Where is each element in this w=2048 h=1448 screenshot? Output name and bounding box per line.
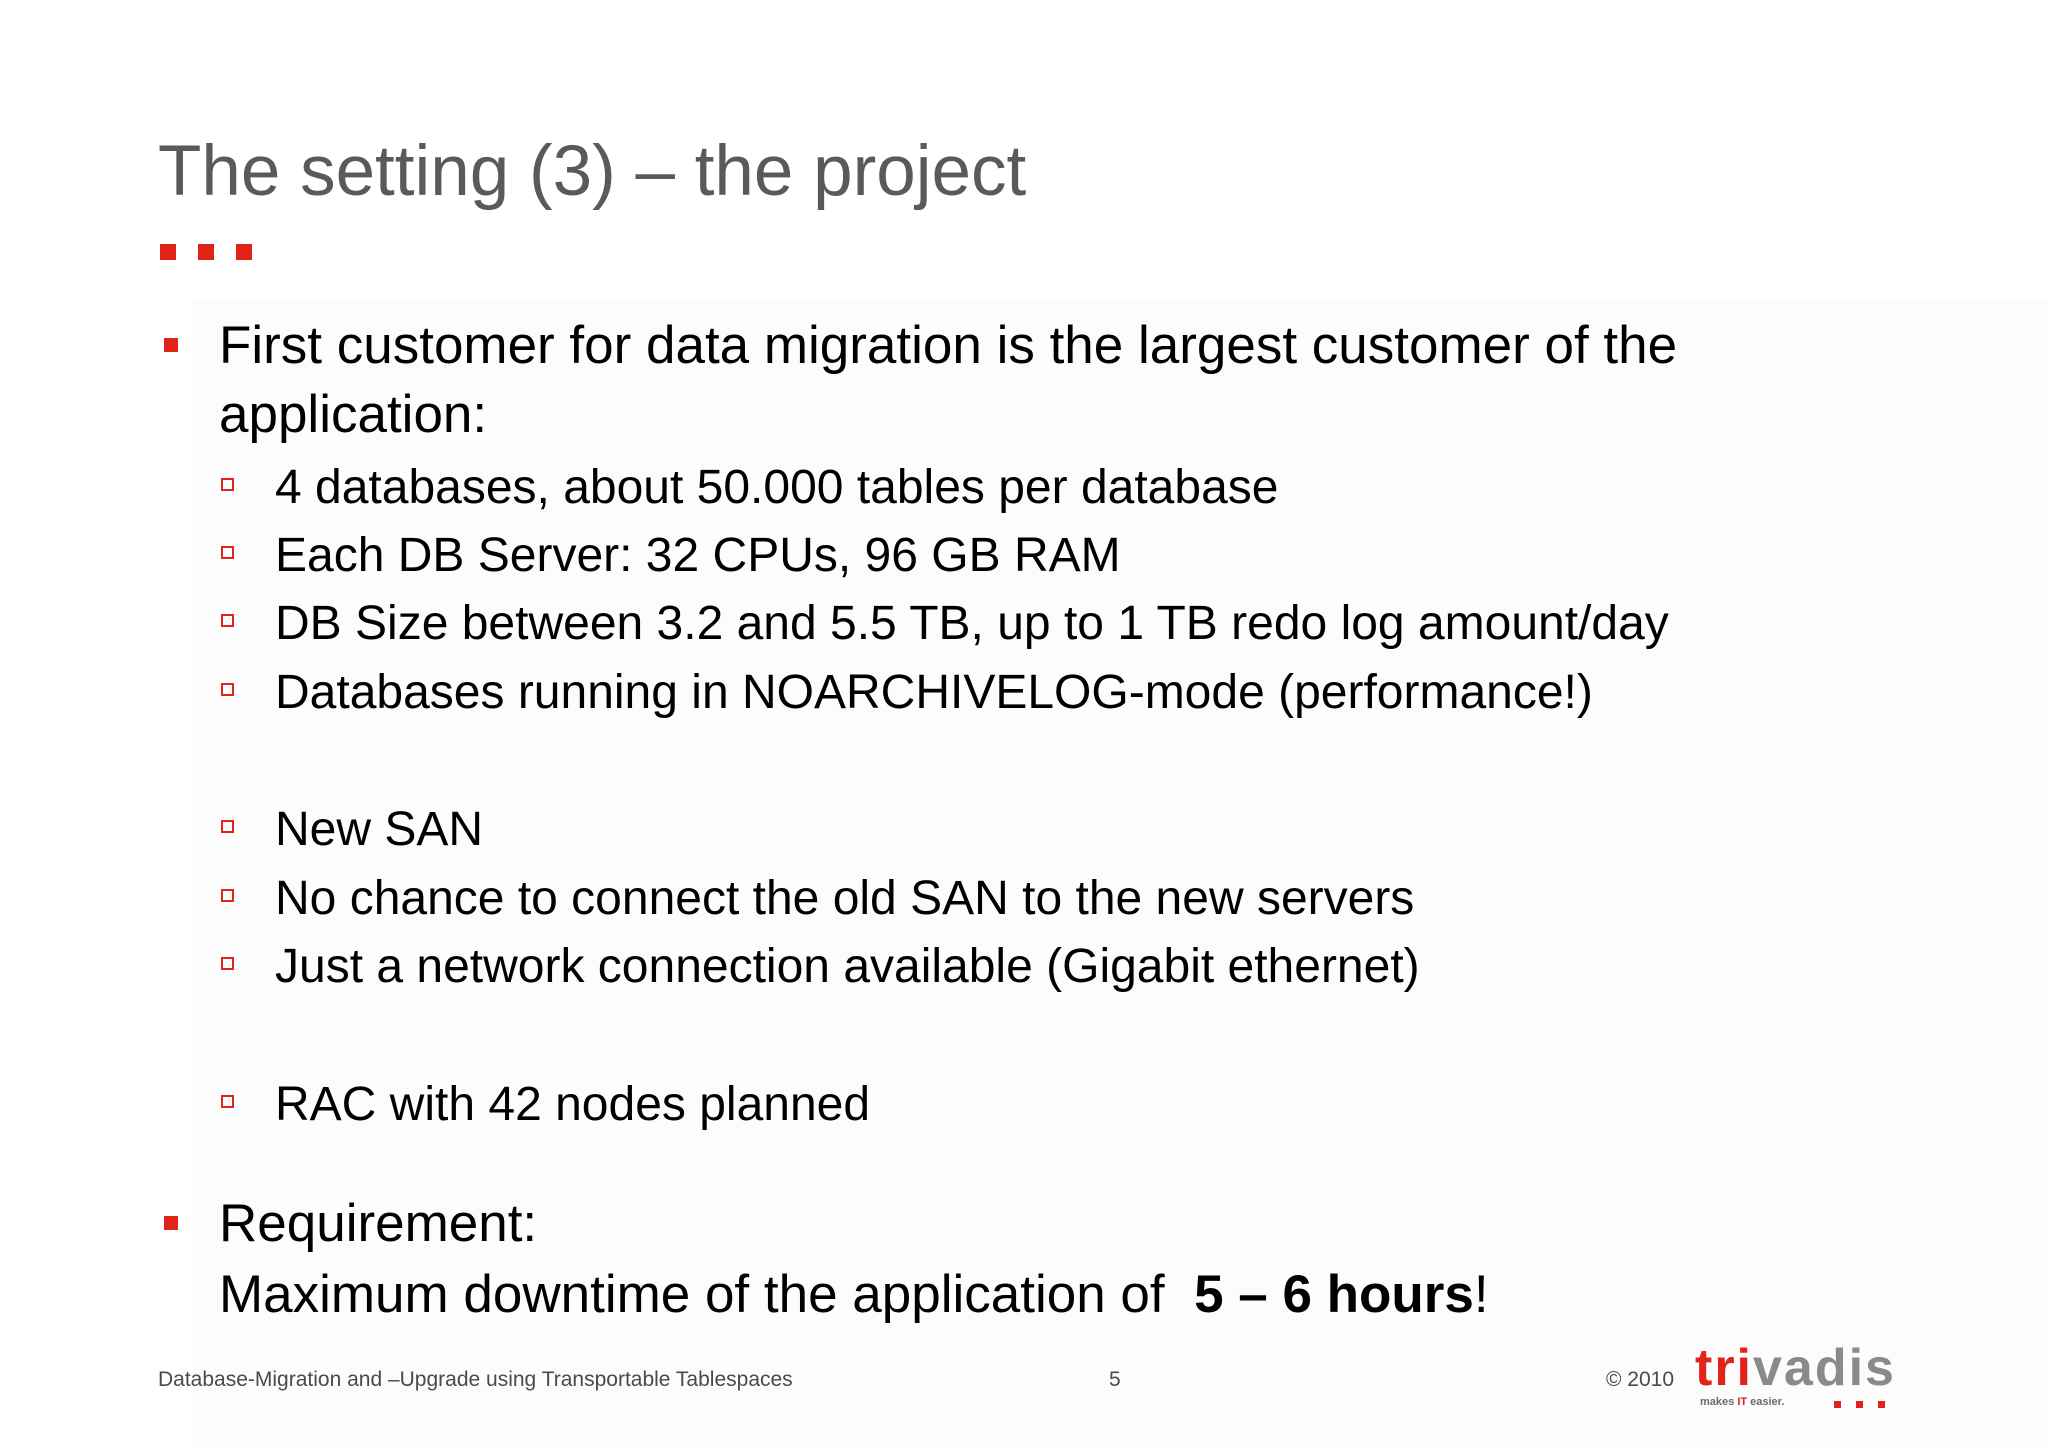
logo-wordmark: trivadis: [1695, 1339, 1896, 1397]
sub-item: Just a network connection available (Gigabit ethernet): [275, 940, 1420, 993]
requirement-duration: 5 – 6 hours: [1194, 1265, 1474, 1324]
sub-bullet-icon: [221, 478, 234, 491]
footer-copyright: © 2010: [1606, 1368, 1675, 1391]
title-accent-dots: [160, 244, 252, 260]
accent-square: [160, 244, 176, 260]
sub-item: No chance to connect the old SAN to the new servers: [275, 872, 1415, 925]
sub-item: 4 databases, about 50.000 tables per database: [275, 461, 1279, 514]
sub-item: Databases running in NOARCHIVELOG-mode (performance!): [275, 666, 1593, 719]
sub-bullet-icon: [221, 546, 234, 559]
bullet-1-line-2: application:: [219, 385, 488, 444]
logo-tagline: makes IT easier.: [1700, 1396, 1785, 1408]
sub-bullet-icon: [221, 614, 234, 627]
bullet-1-line-1: First customer for data migration is the largest customer of the: [219, 316, 1678, 375]
footer-presentation-title: Database-Migration and –Upgrade using Transportable Tablespaces: [158, 1368, 793, 1391]
accent-square: [198, 244, 214, 260]
sub-bullet-icon: [221, 957, 234, 970]
sub-bullet-icon: [221, 1095, 234, 1108]
sub-item: Each DB Server: 32 CPUs, 96 GB RAM: [275, 529, 1121, 582]
logo-dot: [1834, 1401, 1841, 1408]
sub-item: New SAN: [275, 803, 484, 856]
sub-bullet-icon: [221, 889, 234, 902]
sub-item: RAC with 42 nodes planned: [275, 1078, 871, 1131]
slide-title: The setting (3) – the project: [158, 132, 1027, 211]
trivadis-logo: [1695, 1339, 1896, 1410]
logo-dot: [1878, 1401, 1885, 1408]
requirement-text: Maximum downtime of the application of: [219, 1265, 1195, 1324]
sub-bullet-icon: [221, 683, 234, 696]
logo-accent-dots: [1834, 1401, 1885, 1408]
logo-dot: [1856, 1401, 1863, 1408]
accent-square: [236, 244, 252, 260]
bullet-square-icon: [164, 338, 178, 352]
sub-item: DB Size between 3.2 and 5.5 TB, up to 1 TB redo log amount/day: [275, 597, 1669, 650]
footer-page-number: 5: [1109, 1368, 1121, 1391]
requirement-exclamation: !: [1473, 1265, 1489, 1324]
bullet-2-line-1: Requirement:: [219, 1194, 538, 1253]
sub-bullet-icon: [221, 820, 234, 833]
bullet-2-line-2: [219, 1260, 1489, 1329]
bullet-square-icon: [164, 1216, 178, 1230]
